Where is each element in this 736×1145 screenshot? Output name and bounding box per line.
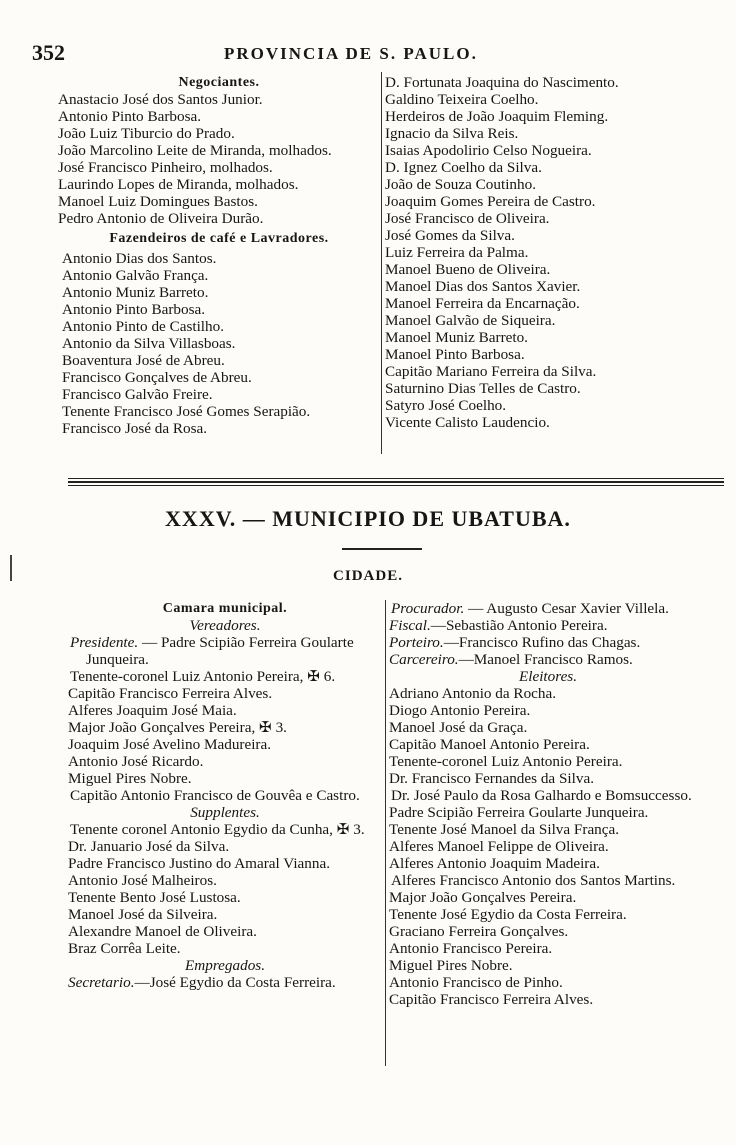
list-item: Antonio Dias dos Santos.: [62, 250, 217, 267]
list-item: Isaias Apodolirio Celso Nogueira.: [385, 142, 592, 159]
empregados-heading: Empregados.: [184, 957, 265, 974]
porteiro-name: —Francisco Rufino das Chagas.: [443, 634, 641, 651]
section-title: XXXV. — MUNICIPIO DE UBATUBA.: [165, 506, 571, 531]
list-item: Capitão Mariano Ferreira da Silva.: [385, 363, 597, 380]
proprietarios-list: [385, 74, 705, 431]
list-item: Anastacio José dos Santos Junior.: [58, 91, 263, 108]
list-item: Manoel Pinto Barbosa.: [385, 346, 525, 363]
bottom-right-column: [389, 600, 707, 1008]
list-item: Miguel Pires Nobre.: [389, 957, 513, 974]
list-item: Manoel Dias dos Santos Xavier.: [385, 278, 581, 295]
rule-top-thin: [68, 485, 724, 486]
list-item: João de Souza Coutinho.: [385, 176, 537, 193]
list-item: Antonio Muniz Barreto.: [62, 284, 209, 301]
list-item: Tenente Bento José Lustosa.: [68, 889, 241, 906]
running-title: PROVINCIA DE S. PAULO.: [224, 44, 478, 63]
list-item: Francisco José da Rosa.: [62, 420, 208, 437]
list-item: Major João Gonçalves Pereira.: [389, 889, 577, 906]
list-item: Alferes Antonio Joaquim Madeira.: [389, 855, 600, 872]
list-item: Francisco Gonçalves de Abreu.: [62, 369, 252, 386]
fiscal-name: —Sebastião Antonio Pereira.: [430, 617, 608, 634]
eleitores-list-c: [389, 889, 707, 1008]
presidente-entry: [68, 634, 382, 668]
top-right-column: [385, 74, 705, 431]
eleitores-list-b: [389, 804, 707, 872]
presidente-name: — Padre Scipião Ferreira Goularte Junqueira.: [86, 634, 354, 668]
list-item: José Francisco Pinheiro, molhados.: [58, 159, 273, 176]
list-item: Laurindo Lopes de Miranda, molhados.: [58, 176, 299, 193]
fazendeiros-list: [58, 250, 380, 437]
top-left-column: [58, 74, 380, 437]
list-item: Tenente José Egydio da Costa Ferreira.: [389, 906, 627, 923]
list-item: Manoel José da Graça.: [389, 719, 528, 736]
list-item: D. Ignez Coelho da Silva.: [385, 159, 542, 176]
list-item: Manoel Muniz Barreto.: [385, 329, 528, 346]
supplentes-heading: Supplentes.: [190, 804, 260, 821]
list-item: Antonio Francisco Pereira.: [389, 940, 553, 957]
egydio-entry: Tenente coronel Antonio Egydio da Cunha, ✠ 3.: [70, 821, 365, 838]
list-item: Capitão Manoel Antonio Pereira.: [389, 736, 590, 753]
list-item: Tenente Francisco José Gomes Serapião.: [62, 403, 311, 420]
bottom-left-column: [68, 600, 382, 991]
secretario-name: —José Egydio da Costa Ferreira.: [134, 974, 336, 991]
list-item: Padre Francisco Justino do Amaral Vianna.: [68, 855, 331, 872]
list-item: Manoel Galvão de Siqueira.: [385, 312, 556, 329]
procurador-name: — Augusto Cesar Xavier Villela.: [468, 600, 669, 617]
list-item: Saturnino Dias Telles de Castro.: [385, 380, 581, 397]
list-item: Antonio Galvão França.: [62, 267, 209, 284]
fiscal-entry: [389, 617, 707, 634]
list-item: Miguel Pires Nobre.: [68, 770, 192, 787]
negociantes-list: [58, 91, 380, 227]
list-item: Alferes Manoel Felippe de Oliveira.: [389, 838, 609, 855]
supplentes-list: [68, 838, 382, 957]
presidente-role: Presidente.: [70, 634, 139, 651]
dr-jose-paulo-entry: Dr. José Paulo da Rosa Galhardo e Bomsuccesso.: [391, 787, 692, 804]
carcereiro-entry: [389, 651, 707, 668]
negociantes-heading: Negociantes.: [178, 75, 260, 90]
secretario-entry: [68, 974, 382, 991]
page-number: 352: [32, 40, 65, 65]
porteiro-entry: [389, 634, 707, 651]
list-item: Capitão Francisco Ferreira Alves.: [389, 991, 594, 1008]
carcereiro-name: —Manoel Francisco Ramos.: [458, 651, 633, 668]
column-divider-bottom: [385, 600, 386, 1066]
secretario-role: Secretario.: [68, 974, 135, 991]
list-item: Braz Corrêa Leite.: [68, 940, 181, 957]
list-item: Alferes Joaquim José Maia.: [68, 702, 237, 719]
procurador-entry: [389, 600, 707, 617]
list-item: Herdeiros de João Joaquim Fleming.: [385, 108, 609, 125]
alferes-francisco-entry: Alferes Francisco Antonio dos Santos Martins.: [391, 872, 676, 889]
list-item: Manoel José da Silveira.: [68, 906, 218, 923]
list-item: Satyro José Coelho.: [385, 397, 507, 414]
list-item: João Marcolino Leite de Miranda, molhados.: [58, 142, 332, 159]
list-item: Diogo Antonio Pereira.: [389, 702, 531, 719]
vereadores-list: [68, 685, 382, 787]
list-item: José Francisco de Oliveira.: [385, 210, 550, 227]
porteiro-role: Porteiro.: [389, 634, 444, 651]
list-item: Pedro Antonio de Oliveira Durão.: [58, 210, 264, 227]
column-divider-top: [381, 72, 382, 454]
list-item: Dr. Francisco Fernandes da Silva.: [389, 770, 594, 787]
list-item: Major João Gonçalves Pereira, ✠ 3.: [68, 719, 287, 736]
list-item: Alexandre Manoel de Oliveira.: [68, 923, 257, 940]
list-item: Luiz Ferreira da Palma.: [385, 244, 529, 261]
list-item: Joaquim José Avelino Madureira.: [68, 736, 272, 753]
carcereiro-role: Carcereiro.: [389, 651, 459, 668]
list-item: José Gomes da Silva.: [385, 227, 515, 244]
list-item: Tenente José Manoel da Silva França.: [389, 821, 620, 838]
tenente-coronel-entry: Tenente-coronel Luiz Antonio Pereira, ✠ 6.: [70, 668, 336, 685]
list-item: Boaventura José de Abreu.: [62, 352, 225, 369]
list-item: Capitão Francisco Ferreira Alves.: [68, 685, 273, 702]
list-item: Padre Scipião Ferreira Goularte Junqueira.: [389, 804, 649, 821]
list-item: Antonio Pinto de Castilho.: [62, 318, 225, 335]
list-item: Galdino Teixeira Coelho.: [385, 91, 539, 108]
gouvea-entry: Capitão Antonio Francisco de Gouvêa e Castro.: [70, 787, 360, 804]
list-item: Joaquim Gomes Pereira de Castro.: [385, 193, 596, 210]
list-item: Antonio José Ricardo.: [68, 753, 204, 770]
fazendeiros-heading: Fazendeiros de café e Lavradores.: [109, 231, 329, 246]
list-item: Antonio da Silva Villasboas.: [62, 335, 236, 352]
list-item: Ignacio da Silva Reis.: [385, 125, 519, 142]
list-item: João Luiz Tiburcio do Prado.: [58, 125, 235, 142]
list-item: Manoel Ferreira da Encarnação.: [385, 295, 580, 312]
list-item: Francisco Galvão Freire.: [62, 386, 213, 403]
list-item: Adriano Antonio da Rocha.: [389, 685, 557, 702]
list-item: Graciano Ferreira Gonçalves.: [389, 923, 569, 940]
list-item: Antonio Francisco de Pinho.: [389, 974, 563, 991]
eleitores-list-a: [389, 685, 707, 787]
list-item: Manoel Bueno de Oliveira.: [385, 261, 551, 278]
fiscal-role: Fiscal.: [389, 617, 431, 634]
rule-top: [68, 478, 724, 479]
list-item: Antonio Pinto Barbosa.: [58, 108, 202, 125]
list-item: Manoel Luiz Domingues Bastos.: [58, 193, 258, 210]
eleitores-heading: Eleitores.: [518, 668, 578, 685]
section-subtitle: CIDADE.: [333, 568, 403, 584]
margin-mark: [10, 555, 12, 581]
procurador-role: Procurador.: [391, 600, 465, 617]
list-item: Dr. Januario José da Silva.: [68, 838, 230, 855]
rule-top-thick: [68, 481, 724, 483]
vereadores-heading: Vereadores.: [189, 617, 261, 634]
list-item: Antonio Pinto Barbosa.: [62, 301, 206, 318]
camara-heading: Camara municipal.: [162, 601, 288, 616]
list-item: D. Fortunata Joaquina do Nascimento.: [385, 74, 619, 91]
list-item: Antonio José Malheiros.: [68, 872, 217, 889]
list-item: Tenente-coronel Luiz Antonio Pereira.: [389, 753, 623, 770]
list-item: Vicente Calisto Laudencio.: [385, 414, 550, 431]
title-underline: [342, 548, 422, 550]
